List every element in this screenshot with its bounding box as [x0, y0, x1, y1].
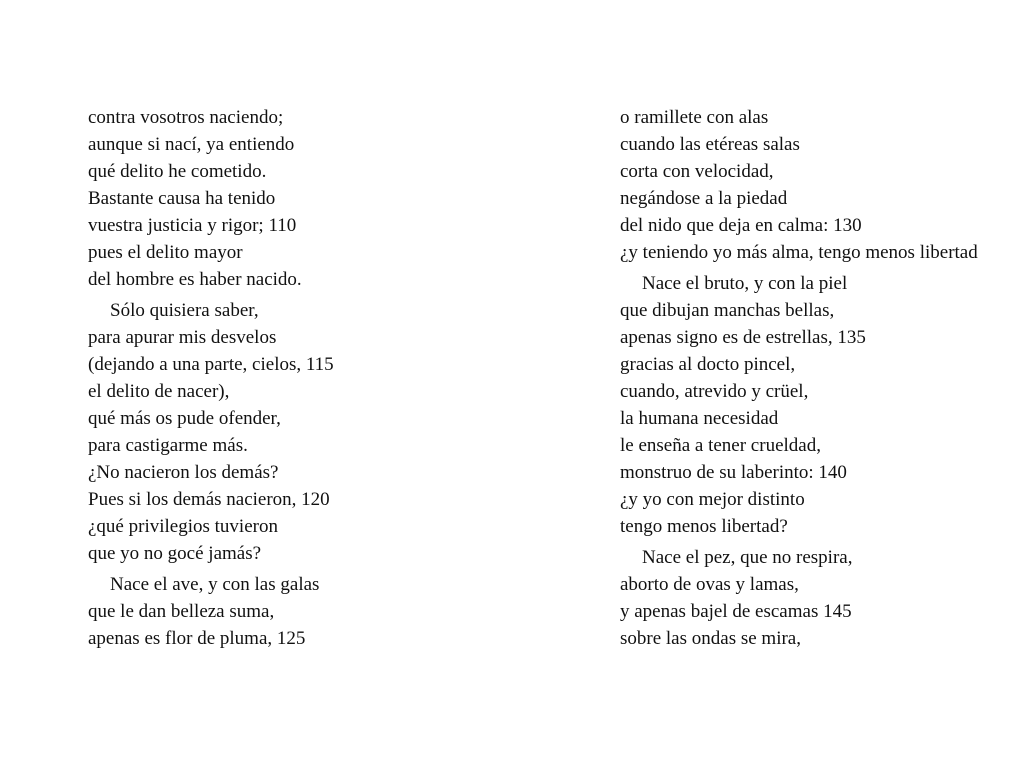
verse-line: del hombre es haber nacido. — [88, 269, 302, 290]
verse-line: o ramillete con alas — [620, 107, 769, 128]
verse-line: apenas signo es de estrellas, 135 — [620, 327, 866, 348]
verse-line: la humana necesidad — [620, 408, 779, 429]
verse-line: corta con velocidad, — [620, 161, 774, 182]
verse-line: cuando, atrevido y crüel, — [620, 381, 809, 402]
verse-line: le enseña a tener crueldad, — [620, 435, 821, 456]
verse-line: que dibujan manchas bellas, — [620, 300, 835, 321]
verse-line: contra vosotros naciendo; — [88, 107, 284, 128]
stanza — [620, 270, 978, 540]
verse-line: (dejando a una parte, cielos, 115 — [88, 354, 334, 375]
stanza — [88, 104, 334, 293]
verse-line: ¿y teniendo yo más alma, tengo menos libertad — [620, 242, 978, 263]
left-page-column — [88, 104, 334, 652]
verse-line: cuando las etéreas salas — [620, 134, 800, 155]
verse-line: Bastante causa ha tenido — [88, 188, 276, 209]
verse-line: Sólo quisiera saber, — [110, 300, 259, 321]
verse-line: que yo no gocé jamás? — [88, 543, 262, 564]
verse-line: ¿y yo con mejor distinto — [620, 489, 805, 510]
verse-line: gracias al docto pincel, — [620, 354, 796, 375]
verse-line: del nido que deja en calma: 130 — [620, 215, 862, 236]
verse-line: el delito de nacer), — [88, 381, 230, 402]
verse-line: qué más os pude ofender, — [88, 408, 281, 429]
verse-line: ¿No nacieron los demás? — [88, 462, 279, 483]
verse-line: qué delito he cometido. — [88, 161, 267, 182]
stanza — [620, 104, 978, 266]
verse-line: tengo menos libertad? — [620, 516, 788, 537]
verse-line: aunque si nací, ya entiendo — [88, 134, 295, 155]
verse-line: Nace el pez, que no respira, — [642, 547, 853, 568]
stanza — [620, 544, 978, 652]
verse-line: monstruo de su laberinto: 140 — [620, 462, 847, 483]
verse-line: que le dan belleza suma, — [88, 601, 275, 622]
verse-line: Nace el ave, y con las galas — [110, 574, 320, 595]
verse-line: para castigarme más. — [88, 435, 248, 456]
stanza — [88, 297, 334, 567]
right-page-column — [620, 104, 978, 652]
verse-line: Nace el bruto, y con la piel — [642, 273, 848, 294]
verse-line: ¿qué privilegios tuvieron — [88, 516, 278, 537]
stanza — [88, 571, 334, 652]
verse-line: para apurar mis desvelos — [88, 327, 277, 348]
verse-line: apenas es flor de pluma, 125 — [88, 628, 306, 649]
verse-line: pues el delito mayor — [88, 242, 243, 263]
verse-line: y apenas bajel de escamas 145 — [620, 601, 852, 622]
verse-line: vuestra justicia y rigor; 110 — [88, 215, 297, 236]
verse-line: Pues si los demás nacieron, 120 — [88, 489, 330, 510]
verse-line: aborto de ovas y lamas, — [620, 574, 799, 595]
verse-line: sobre las ondas se mira, — [620, 628, 801, 649]
verse-line: negándose a la piedad — [620, 188, 788, 209]
